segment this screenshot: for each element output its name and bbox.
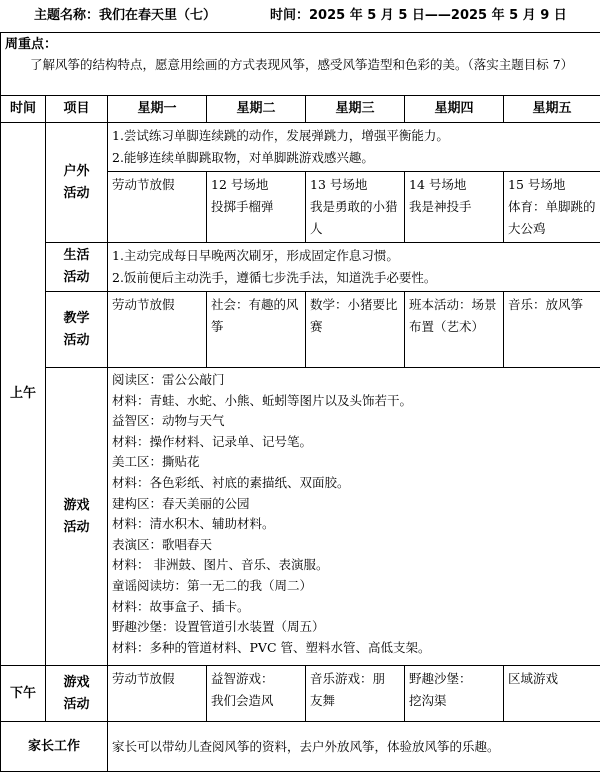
weekly-focus-title: 周重点：	[5, 35, 596, 55]
afternoon-tuesday: 益智游戏： 我们会造风	[207, 666, 306, 722]
game-line: 阅读区：雷公公敲门	[112, 370, 596, 391]
weekly-plan-table	[0, 32, 600, 772]
outdoor-thursday: 14 号场地 我是神投手	[405, 172, 504, 243]
outdoor-wednesday: 13 号场地 我是勇敢的小猎人	[306, 172, 405, 243]
game-activity-content	[108, 368, 600, 666]
family-work-text: 家长可以带幼儿查阅风筝的资料，去户外放风筝，体验放风筝的乐趣。	[108, 722, 600, 772]
game-line: 材料：操作材料、记录单、记号笔。	[112, 432, 596, 453]
date-range: 时间：2025 年 5 月 5 日——2025 年 5 月 9 日	[270, 0, 567, 32]
outdoor-tuesday: 12 号场地 投掷手榴弹	[207, 172, 306, 243]
col-header-wednesday: 星期三	[306, 96, 405, 123]
game-line: 表演区：歌唱春天	[112, 535, 596, 556]
teaching-activity-label: 教学 活动	[46, 292, 108, 368]
teaching-monday: 劳动节放假	[108, 292, 207, 368]
weekly-focus-text: 了解风筝的结构特点，愿意用绘画的方式表现风筝，感受风筝造型和色彩的美。（落实主题目标 7）	[5, 55, 596, 75]
life-goal: 2.饭前便后主动洗手，遵循七步洗手法，知道洗手必要性。	[112, 267, 596, 289]
col-header-monday: 星期一	[108, 96, 207, 123]
family-work-label: 家长工作	[1, 722, 108, 772]
afternoon-wednesday: 音乐游戏：朋 友舞	[306, 666, 405, 722]
outdoor-monday: 劳动节放假	[108, 172, 207, 243]
life-activity-label: 生活 活动	[46, 243, 108, 292]
col-header-item: 项目	[46, 96, 108, 123]
game-line: 美工区：撕贴花	[112, 452, 596, 473]
col-header-time: 时间	[1, 96, 46, 123]
outdoor-activity-label: 户外 活动	[46, 123, 108, 243]
afternoon-friday: 区域游戏	[504, 666, 600, 722]
teaching-wednesday: 数学：小猪要比赛	[306, 292, 405, 368]
afternoon-label: 下午	[1, 666, 46, 722]
game-line: 材料：清水积木、辅助材料。	[112, 514, 596, 535]
game-line: 材料：多种的管道材料、PVC 管、塑料水管、高低支架。	[112, 638, 596, 659]
col-header-thursday: 星期四	[405, 96, 504, 123]
weekly-focus-cell	[1, 33, 600, 96]
game-line: 材料：故事盒子、插卡。	[112, 597, 596, 618]
page-header	[0, 0, 600, 32]
game-line: 材料： 非洲鼓、图片、音乐、表演服。	[112, 555, 596, 576]
game-line: 野趣沙堡：设置管道引水装置（周五）	[112, 617, 596, 638]
col-header-friday: 星期五	[504, 96, 600, 123]
teaching-thursday: 班本活动：场景布置（艺术）	[405, 292, 504, 368]
outdoor-goals	[108, 123, 600, 172]
afternoon-thursday: 野趣沙堡： 挖沟渠	[405, 666, 504, 722]
outdoor-friday: 15 号场地 体育：单脚跳的大公鸡	[504, 172, 600, 243]
teaching-friday: 音乐：放风筝	[504, 292, 600, 368]
theme-title: 主题名称：我们在春天里（七）	[34, 0, 216, 32]
game-line: 童谣阅读坊：第一无二的我（周二）	[112, 576, 596, 597]
outdoor-goal: 2.能够连续单脚跳取物，对单脚跳游戏感兴趣。	[112, 147, 596, 169]
col-header-tuesday: 星期二	[207, 96, 306, 123]
game-line: 材料：各色彩纸、衬底的素描纸、双面胶。	[112, 473, 596, 494]
game-line: 益智区：动物与天气	[112, 411, 596, 432]
outdoor-goal: 1.尝试练习单脚连续跳的动作，发展弹跳力，增强平衡能力。	[112, 125, 596, 147]
afternoon-game-label: 游戏 活动	[46, 666, 108, 722]
game-line: 建构区：春天美丽的公园	[112, 494, 596, 515]
game-line: 材料：青蛙、水蛇、小熊、蚯蚓等图片以及头饰若干。	[112, 391, 596, 412]
afternoon-monday: 劳动节放假	[108, 666, 207, 722]
game-activity-label: 游戏 活动	[46, 368, 108, 666]
life-goal: 1.主动完成每日早晚两次刷牙，形成固定作息习惯。	[112, 245, 596, 267]
teaching-tuesday: 社会：有趣的风筝	[207, 292, 306, 368]
morning-label: 上午	[1, 123, 46, 666]
life-goals	[108, 243, 600, 292]
